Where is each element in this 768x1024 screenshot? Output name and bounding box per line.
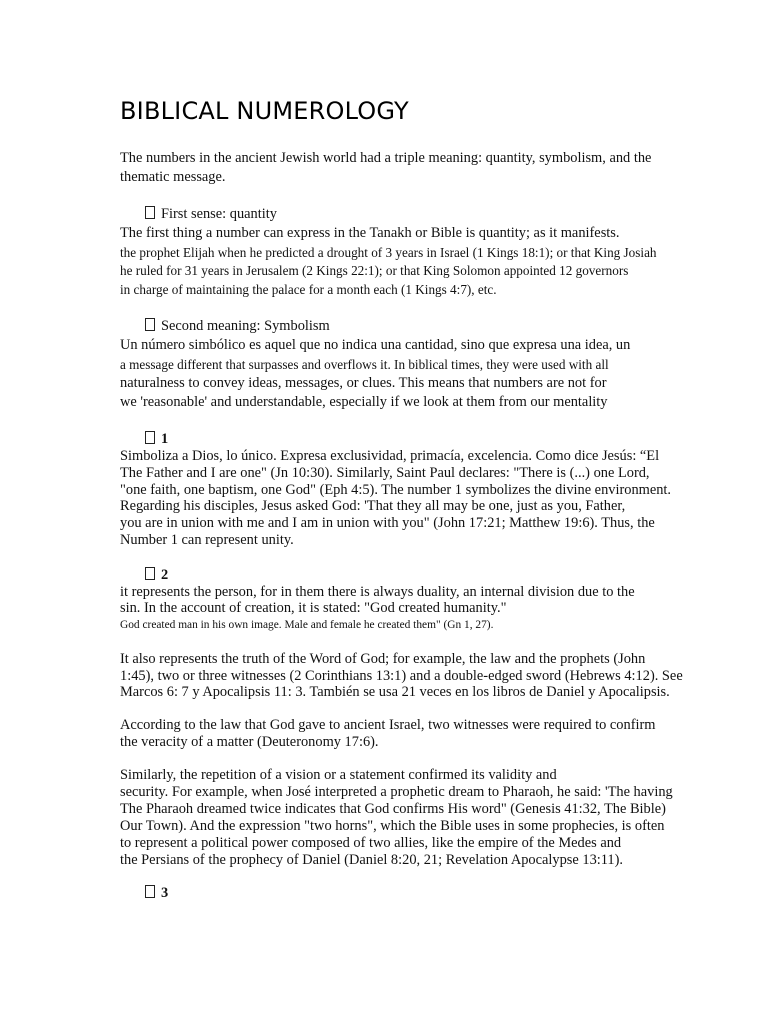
paragraph-line: God created man in his own image. Male and female he created them" (Gn 1, 27). <box>120 619 494 631</box>
paragraph-line: you are in union with me and I am in union with you" (John 17:21; Matthew 19:6). Thus, the <box>120 515 655 531</box>
section-heading-text: 2 <box>161 567 169 583</box>
paragraph-line: the Persians of the prophecy of Daniel (Daniel 8:20, 21; Revelation Apocalypse 13:11). <box>120 852 624 868</box>
section-heading-two <box>145 567 168 584</box>
paragraph-line: sin. In the account of creation, it is stated: "God created humanity." <box>120 600 507 616</box>
paragraph-line: a message different that surpasses and overflows it. In biblical times, they were used with all <box>120 357 609 372</box>
section-heading-text: Second meaning: Symbolism <box>161 318 330 334</box>
bullet-box-icon <box>145 206 155 219</box>
intro-line: thematic message. <box>120 169 226 185</box>
paragraph-line: Similarly, the repetition of a vision or a statement confirmed its validity and <box>120 767 557 783</box>
paragraph-line: we 'reasonable' and understandable, especially if we look at them from our mentality <box>120 394 608 410</box>
paragraph-line: The Pharaoh dreamed twice indicates that God confirms His word" (Genesis 41:32, The Bible) <box>120 801 666 817</box>
paragraph-line: The first thing a number can express in the Tanakh or Bible is quantity; as it manifests. <box>120 225 620 241</box>
paragraph-line: Un número simbólico es aquel que no indica una cantidad, sino que expresa una idea, un <box>120 337 631 353</box>
section-heading-one <box>145 431 168 448</box>
paragraph-line: the prophet Elijah when he predicted a drought of 3 years in Israel (1 Kings 18:1); or that King Josiah <box>120 245 657 260</box>
section-heading-three <box>145 885 168 902</box>
bullet-box-icon <box>145 431 155 444</box>
section-heading-text: First sense: quantity <box>161 206 277 222</box>
paragraph-line: Our Town). And the expression "two horns", which the Bible uses in some prophecies, is often <box>120 818 665 834</box>
paragraph-line: "one faith, one baptism, one God" (Eph 4:5). The number 1 symbolizes the divine environment. <box>120 482 672 498</box>
paragraph-line: The Father and I are one" (Jn 10:30). Similarly, Saint Paul declares: "There is (...) one Lord, <box>120 465 650 481</box>
page-title: BIBLICAL NUMEROLOGY <box>120 97 409 125</box>
paragraph-line: Marcos 6: 7 y Apocalipsis 11: 3. También se usa 21 veces en los libros de Daniel y Apocalipsis. <box>120 684 670 700</box>
section-heading-quantity <box>145 206 277 223</box>
section-heading-text: 3 <box>161 885 169 901</box>
paragraph-line: Regarding his disciples, Jesus asked God: 'That they all may be one, just as you, Father, <box>120 498 626 514</box>
paragraph-line: naturalness to convey ideas, messages, or clues. This means that numbers are not for <box>120 375 607 391</box>
bullet-box-icon <box>145 567 155 580</box>
paragraph-line: it represents the person, for in them there is always duality, an internal division due to the <box>120 584 635 600</box>
paragraph-line: in charge of maintaining the palace for a month each (1 Kings 4:7), etc. <box>120 282 497 297</box>
paragraph-line: he ruled for 31 years in Jerusalem (2 Kings 22:1); or that King Solomon appointed 12 governors <box>120 263 629 278</box>
paragraph-line: According to the law that God gave to ancient Israel, two witnesses were required to confirm <box>120 717 656 733</box>
bullet-box-icon <box>145 885 155 898</box>
paragraph-line: the veracity of a matter (Deuteronomy 17:6). <box>120 734 379 750</box>
paragraph-line: security. For example, when José interpreted a prophetic dream to Pharaoh, he said: 'The having <box>120 784 673 800</box>
bullet-box-icon <box>145 318 155 331</box>
intro-line: The numbers in the ancient Jewish world had a triple meaning: quantity, symbolism, and the <box>120 150 652 166</box>
paragraph-line: Simboliza a Dios, lo único. Expresa exclusividad, primacía, excelencia. Como dice Jesús: “El <box>120 448 660 464</box>
paragraph-line: It also represents the truth of the Word of God; for example, the law and the prophets (John <box>120 651 646 667</box>
section-heading-text: 1 <box>161 431 169 447</box>
paragraph-line: 1:45), two or three witnesses (2 Corinthians 13:1) and a double-edged sword (Hebrews 4:12). See <box>120 668 683 684</box>
section-heading-symbolism <box>145 318 330 335</box>
paragraph-line: Number 1 can represent unity. <box>120 532 294 548</box>
paragraph-line: to represent a political power composed of two allies, like the empire of the Medes and <box>120 835 622 851</box>
